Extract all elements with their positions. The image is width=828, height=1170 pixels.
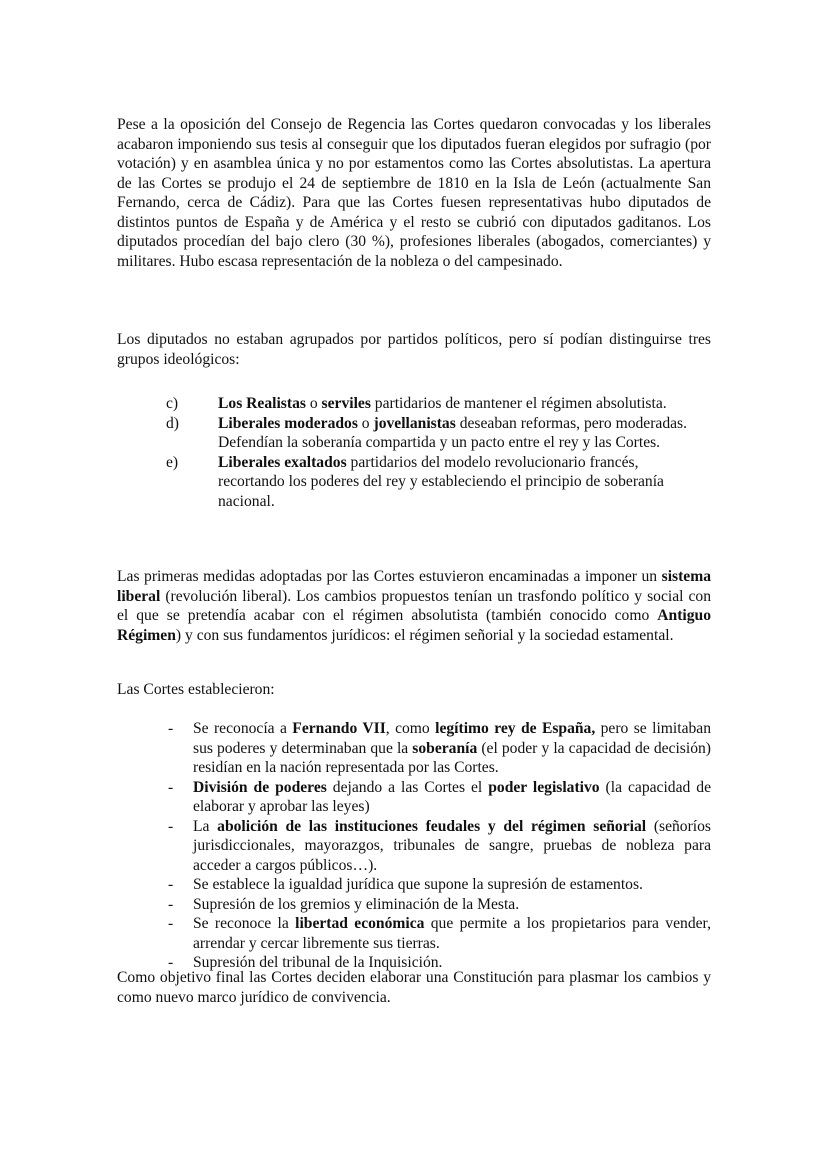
text-run: Pese a la oposición del Consejo de Regencia las Cortes quedaron convocadas y los liberales acabaron imponiendo sus tesis al conseguir que los diputados fueran elegidos por sufragio (por votación) y en asamblea única y no por estamentos como las Cortes absolutistas. La apertura de las Cortes se produjo el 24 de septiembre de 1810 en la Isla de León (actualmente San Fernando, cerca de Cádiz). Para que las Cortes fuesen representativas hubo diputados de distintos puntos de España y de América y el resto se cubrió con diputados gaditanos. Los diputados procedían del bajo clero (30 %), profesiones liberales (abogados, comerciantes) y militares. Hubo escasa representación de la nobleza o del campesinado. <box>117 116 711 270</box>
text-run: (señoríos jurisdiccionales, mayorazgos, tribunales de sangre, pruebas de nobleza para acceder a cargos públicos…). <box>193 817 711 874</box>
bold-text: División de poderes <box>193 778 327 796</box>
text-run: Los diputados no estaban agrupados por partidos políticos, pero sí podían distinguirse tres grupos ideológicos: <box>117 331 711 368</box>
text-run: partidarios del modelo revolucionario francés, recortando los poderes del rey y estableciendo el principio de soberanía nacional. <box>218 453 664 510</box>
conclusion-paragraph <box>117 968 711 1007</box>
bold-text: Antiguo Régimen <box>117 607 711 644</box>
list-marker: c) <box>166 395 179 412</box>
bold-text: poder legislativo <box>488 778 600 796</box>
bold-text: Liberales moderados <box>218 414 358 432</box>
text-run: deseaban reformas, pero moderadas. Defendían la soberanía compartida y un pacto entre el rey y las Cortes. <box>218 414 688 451</box>
text-run: , como <box>385 720 436 737</box>
text-run: dejando a las Cortes el <box>326 778 489 796</box>
text-run: Se establece la igualdad jurídica que supone la supresión de estamentos. <box>193 876 643 893</box>
list-item <box>166 875 711 895</box>
text-run: La <box>193 817 218 835</box>
list-marker: e) <box>166 453 179 471</box>
text-run: ) y con sus fundamentos jurídicos: el régimen señorial y la sociedad estamental. <box>175 626 674 644</box>
text-run: partidarios de mantener el régimen absolutista. <box>370 395 667 412</box>
list-item <box>166 414 696 453</box>
list-item <box>166 817 711 876</box>
list-marker: - <box>168 778 174 796</box>
measures-list <box>166 719 711 973</box>
list-marker: - <box>168 876 174 893</box>
list-marker: - <box>168 817 174 835</box>
bold-text: sistema liberal <box>117 568 711 605</box>
list-marker: - <box>168 915 174 932</box>
text-run: Las primeras medidas adoptadas por las Cortes estuvieron encaminadas a imponer un <box>117 568 662 585</box>
list-item <box>166 453 696 512</box>
bold-text: Liberales exaltados <box>218 453 347 471</box>
text-run: que permite a los propietarios para vender, arrendar y cercar libremente sus tierras. <box>193 915 712 952</box>
bold-text: Los Realistas <box>218 395 306 412</box>
list-item <box>166 778 711 817</box>
text-run: Supresión del tribunal de la Inquisición. <box>193 954 443 971</box>
list-marker: - <box>168 954 174 971</box>
text-run: o <box>305 395 322 412</box>
text-run: Se reconocía a <box>193 720 293 737</box>
bold-text: libertad económica <box>295 915 425 932</box>
bold-text: jovellanistas <box>373 414 456 432</box>
text-run: o <box>357 414 374 432</box>
intro-paragraph <box>117 115 711 271</box>
text-run: (revolución liberal). Los cambios propuestos tenían un trasfondo político y social con el que se pretendía acabar con el régimen absolutista (también conocido como <box>117 587 711 624</box>
text-run: Como objetivo final las Cortes deciden elaborar una Constitución para plasmar los cambios y como nuevo marco jurídico de convivencia. <box>117 969 711 1006</box>
ideological-groups-list <box>166 394 696 511</box>
list-item <box>166 394 696 414</box>
bold-text: soberanía <box>412 739 478 757</box>
list-marker: d) <box>166 414 179 432</box>
text-run: (la capacidad de elaborar y aprobar las leyes) <box>193 778 711 815</box>
text-run: Supresión de los gremios y eliminación de la Mesta. <box>193 895 520 913</box>
list-item <box>166 719 711 778</box>
bold-text: serviles <box>321 395 371 412</box>
list-marker: - <box>168 720 174 737</box>
bold-text: Fernando VII <box>292 720 386 737</box>
ideological-groups-intro <box>117 330 711 369</box>
text-run: (el poder y la capacidad de decisión) residían en la nación representada por las Cortes. <box>193 739 711 776</box>
text-run: Se reconoce la <box>193 915 296 932</box>
list-item <box>166 914 711 953</box>
text-run: Las Cortes establecieron: <box>117 681 275 698</box>
bold-text: legítimo rey de España, <box>435 720 596 737</box>
text-run: pero se limitaban sus poderes y determinaban que la <box>193 720 712 757</box>
list-item <box>166 895 711 915</box>
bold-text: abolición de las instituciones feudales y del régimen señorial <box>217 817 647 835</box>
cortes-established-heading <box>117 680 711 700</box>
first-measures-paragraph <box>117 567 711 645</box>
list-marker: - <box>168 895 174 913</box>
